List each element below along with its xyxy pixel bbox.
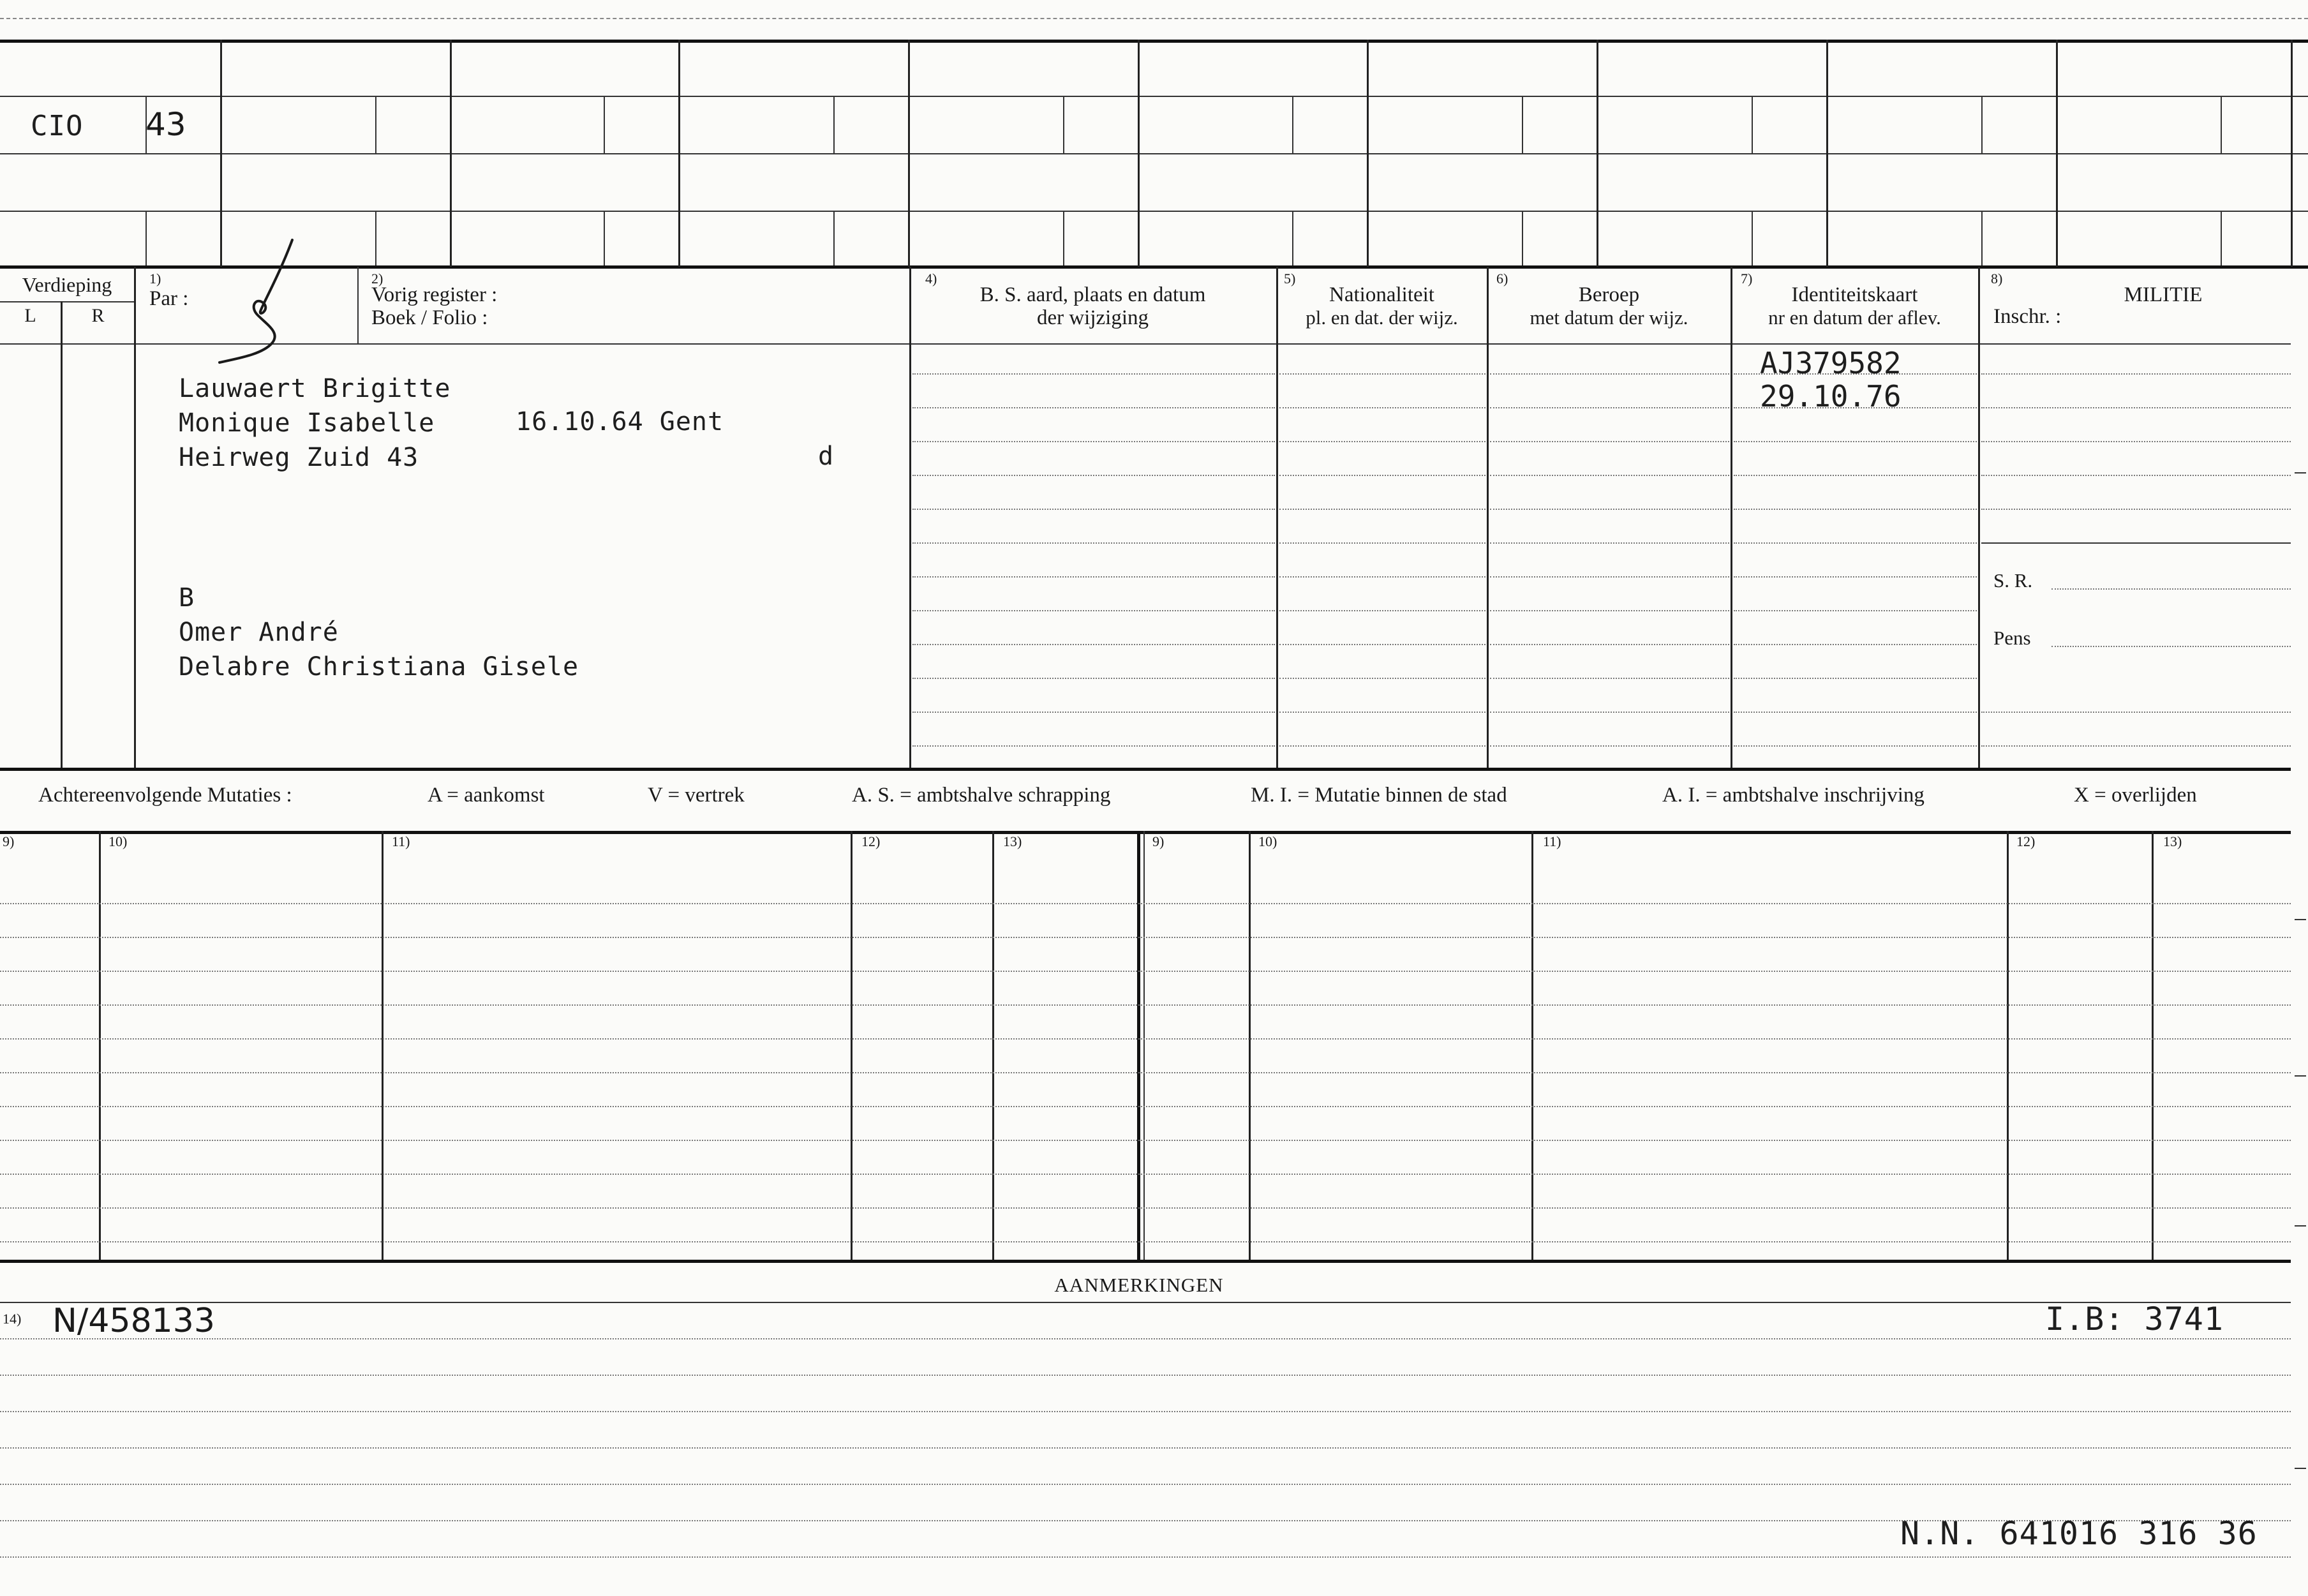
- left-label: L: [24, 305, 36, 326]
- par-label: Par :: [149, 287, 189, 310]
- mut-col-number: 10): [1258, 833, 1277, 849]
- grid-tick: [375, 96, 376, 153]
- col-divider: [1731, 267, 1732, 768]
- row-line: [912, 745, 1275, 747]
- col5-title: Nationaliteit: [1329, 283, 1434, 306]
- id-card-date: 29.10.76: [1760, 379, 1902, 414]
- mut-col-number: 11): [392, 833, 410, 849]
- mut-col: [382, 831, 383, 1260]
- grid-tick: [1063, 211, 1064, 265]
- legend-a: A = aankomst: [428, 784, 545, 807]
- row-line: [1279, 644, 1485, 645]
- row-line: [912, 509, 1275, 510]
- mut-col: [1143, 831, 1145, 1260]
- mut-row-line: [0, 1004, 2291, 1006]
- remarks-top-line: [0, 1302, 2291, 1303]
- col5-number: 5): [1284, 271, 1296, 287]
- grid-tick: [1981, 96, 1983, 153]
- body-bottom-line: [0, 768, 2291, 771]
- remarks-number: 14): [3, 1311, 22, 1327]
- row-line: [912, 610, 1275, 611]
- grid-tick: [833, 96, 835, 153]
- row-line: [1490, 407, 1729, 408]
- handwritten-mark-icon: [211, 236, 306, 364]
- grid-tick: [145, 211, 147, 265]
- sr-label: S. R.: [1993, 569, 2033, 592]
- row-line: [1279, 373, 1485, 375]
- mut-col-number: 12): [861, 833, 881, 849]
- row-line: [1490, 745, 1729, 747]
- row-line: [1981, 509, 2291, 510]
- grid-col: [1367, 40, 1369, 267]
- col7-title: Identiteitskaart: [1791, 283, 1918, 306]
- col4-subtitle: der wijziging: [1036, 306, 1149, 329]
- row-line: [1981, 441, 2291, 442]
- mut-col-number: 11): [1543, 833, 1561, 849]
- mut-row-line: [0, 1072, 2291, 1073]
- mut-col: [1137, 831, 1140, 1260]
- grid-tick: [1981, 211, 1983, 265]
- person-mark: d: [818, 442, 835, 471]
- national-number: N.N. 641016 316 36: [1900, 1515, 2258, 1552]
- remarks-line: [0, 1375, 2291, 1376]
- mut-row-line: [0, 1106, 2291, 1107]
- grid-tick: [2221, 211, 2222, 265]
- grid-tick: [604, 211, 605, 265]
- row-line: [1490, 441, 1729, 442]
- col7-number: 7): [1741, 271, 1753, 287]
- col4-number: 4): [925, 271, 937, 287]
- row-line: [1490, 644, 1729, 645]
- mut-col: [2152, 831, 2154, 1260]
- mut-col: [992, 831, 994, 1260]
- row-line: [1734, 712, 1977, 713]
- mut-col-number: 10): [108, 833, 128, 849]
- col-divider: [1276, 267, 1278, 768]
- mut-col-number: 13): [2163, 833, 2182, 849]
- mut-col: [851, 831, 852, 1260]
- vorig-register-label: Vorig register :: [371, 283, 498, 306]
- grid-tick: [833, 211, 835, 265]
- grid-tick: [375, 211, 376, 265]
- row-line: [912, 407, 1275, 408]
- legend-x: X = overlijden: [2074, 784, 2197, 807]
- parents-label: B: [179, 583, 195, 613]
- col-divider: [134, 267, 136, 768]
- legend-as: A. S. = ambtshalve schrapping: [852, 784, 1111, 807]
- grid-col: [908, 40, 910, 267]
- mutations-title: Achtereenvolgende Mutaties :: [38, 784, 292, 807]
- remarks-line: [0, 1338, 2291, 1339]
- row-line: [912, 576, 1275, 578]
- mother-name: Delabre Christiana Gisele: [179, 652, 579, 682]
- grid-line: [0, 40, 2308, 43]
- grid-tick: [1752, 211, 1753, 265]
- right-label: R: [91, 305, 105, 326]
- row-line: [912, 441, 1275, 442]
- legend-v: V = vertrek: [648, 784, 745, 807]
- mut-col-number: 12): [2016, 833, 2036, 849]
- row-line: [1490, 542, 1729, 544]
- row-line: [1279, 610, 1485, 611]
- person-address: Heirweg Zuid 43: [179, 443, 419, 472]
- mut-row-line: [0, 971, 2291, 972]
- grid-col: [678, 40, 680, 267]
- person-birth: 16.10.64 Gent: [516, 407, 724, 436]
- row-line: [1279, 441, 1485, 442]
- mut-col-number: 9): [3, 833, 15, 849]
- ib-number: I.B: 3741: [2045, 1301, 2224, 1338]
- row-line: [1279, 576, 1485, 578]
- row-line: [1279, 712, 1485, 713]
- row-line: [1734, 610, 1977, 611]
- mut-row-line: [0, 937, 2291, 938]
- row-line: [1279, 678, 1485, 679]
- grid-tick: [604, 96, 605, 153]
- mut-col-number: 13): [1003, 833, 1022, 849]
- row-line: [1734, 644, 1977, 645]
- remarks-line: [0, 1484, 2291, 1485]
- col6-title: Beroep: [1578, 283, 1640, 306]
- register-number: 43: [145, 106, 186, 143]
- row-line: [1490, 509, 1729, 510]
- edge-tick: [2295, 919, 2306, 920]
- remarks-title: AANMERKINGEN: [1054, 1274, 1224, 1296]
- row-line: [1490, 373, 1729, 375]
- edge-tick: [2295, 1468, 2306, 1469]
- grid-tick: [1292, 96, 1293, 153]
- grid-col: [450, 40, 452, 267]
- grid-line: [0, 265, 2308, 269]
- col2-number: 2): [371, 271, 383, 287]
- pens-label: Pens: [1993, 627, 2031, 649]
- mut-col: [99, 831, 101, 1260]
- row-line: [1490, 610, 1729, 611]
- row-line: [1490, 678, 1729, 679]
- grid-col: [2056, 40, 2058, 267]
- mut-row-line: [0, 903, 2291, 904]
- grid-line: [0, 211, 2308, 212]
- col8-number: 8): [1991, 271, 2003, 287]
- row-line: [1734, 509, 1977, 510]
- grid-col: [2291, 40, 2293, 267]
- row-line: [1279, 509, 1485, 510]
- table-top-line: [0, 831, 2291, 834]
- remarks-line: [0, 1556, 2291, 1558]
- remarks-entry: N/458133: [52, 1302, 215, 1340]
- grid-col: [1826, 40, 1828, 267]
- edge-tick: [2295, 1075, 2306, 1077]
- edge-tick: [2295, 1225, 2306, 1227]
- row-line: [1981, 542, 2291, 544]
- verdieping-label: Verdieping: [22, 273, 112, 296]
- row-line: [1981, 373, 2291, 375]
- legend-mi: M. I. = Mutatie binnen de stad: [1251, 784, 1507, 807]
- person-name: Lauwaert Brigitte: [179, 374, 451, 403]
- grid-col: [1138, 40, 1140, 267]
- col1-number: 1): [149, 271, 161, 287]
- mut-row-line: [0, 1207, 2291, 1209]
- grid-line: [0, 153, 2308, 154]
- table-bottom-line: [0, 1260, 2291, 1263]
- grid-tick: [1063, 96, 1064, 153]
- row-line: [1490, 475, 1729, 476]
- id-card-number: AJ379582: [1760, 346, 1902, 380]
- col6-number: 6): [1496, 271, 1508, 287]
- row-line: [1279, 475, 1485, 476]
- row-line: [1490, 576, 1729, 578]
- row-line: [912, 475, 1275, 476]
- remarks-line: [0, 1447, 2291, 1449]
- row-line: [912, 712, 1275, 713]
- row-line: [1981, 407, 2291, 408]
- mut-row-line: [0, 1241, 2291, 1242]
- edge-tick: [2295, 472, 2306, 474]
- header-line: [0, 301, 134, 302]
- row-line: [1734, 745, 1977, 747]
- mut-col: [1249, 831, 1251, 1260]
- inschr-label: Inschr. :: [1993, 305, 2062, 328]
- row-line: [1981, 712, 2291, 713]
- row-line: [1734, 542, 1977, 544]
- col-divider: [1978, 267, 1980, 768]
- col7-subtitle: nr en datum der aflev.: [1768, 306, 1941, 329]
- col-divider: [1487, 267, 1489, 768]
- remarks-line: [0, 1411, 2291, 1412]
- row-line: [1490, 712, 1729, 713]
- row-line: [1279, 745, 1485, 747]
- grid-col: [220, 40, 222, 267]
- mut-col-number: 9): [1152, 833, 1165, 849]
- row-line: [1734, 475, 1977, 476]
- father-name: Omer André: [179, 618, 339, 647]
- grid-line: [0, 96, 2308, 97]
- grid-tick: [1522, 211, 1523, 265]
- row-line: [912, 542, 1275, 544]
- grid-col: [1597, 40, 1598, 267]
- pens-line: [2051, 646, 2291, 647]
- mut-row-line: [0, 1174, 2291, 1175]
- boek-folio-label: Boek / Folio :: [371, 306, 488, 329]
- row-line: [1279, 542, 1485, 544]
- mut-row-line: [0, 1140, 2291, 1141]
- col-divider: [357, 267, 359, 343]
- grid-tick: [2221, 96, 2222, 153]
- col4-title: B. S. aard, plaats en datum: [979, 283, 1206, 306]
- legend-ai: A. I. = ambtshalve inschrijving: [1662, 784, 1925, 807]
- col-divider: [61, 301, 63, 768]
- row-line: [1734, 576, 1977, 578]
- row-line: [1981, 475, 2291, 476]
- row-line: [912, 678, 1275, 679]
- col-divider: [909, 267, 911, 768]
- row-line: [1981, 745, 2291, 747]
- militie-title: MILITIE: [2124, 283, 2203, 306]
- col5-subtitle: pl. en dat. der wijz.: [1306, 306, 1458, 329]
- register-code: CIO: [31, 110, 84, 142]
- row-line: [1279, 407, 1485, 408]
- grid-tick: [1752, 96, 1753, 153]
- mut-col: [1531, 831, 1533, 1260]
- header-bottom-line: [0, 343, 2291, 345]
- mut-col: [2007, 831, 2009, 1260]
- grid-tick: [1522, 96, 1523, 153]
- sr-line: [2051, 588, 2291, 590]
- person-given-names: Monique Isabelle: [179, 408, 435, 438]
- row-line: [1734, 678, 1977, 679]
- col6-subtitle: met datum der wijz.: [1530, 306, 1688, 329]
- row-line: [912, 644, 1275, 645]
- top-edge-line: [0, 18, 2308, 19]
- row-line: [912, 373, 1275, 375]
- grid-tick: [1292, 211, 1293, 265]
- mut-row-line: [0, 1038, 2291, 1040]
- row-line: [1734, 441, 1977, 442]
